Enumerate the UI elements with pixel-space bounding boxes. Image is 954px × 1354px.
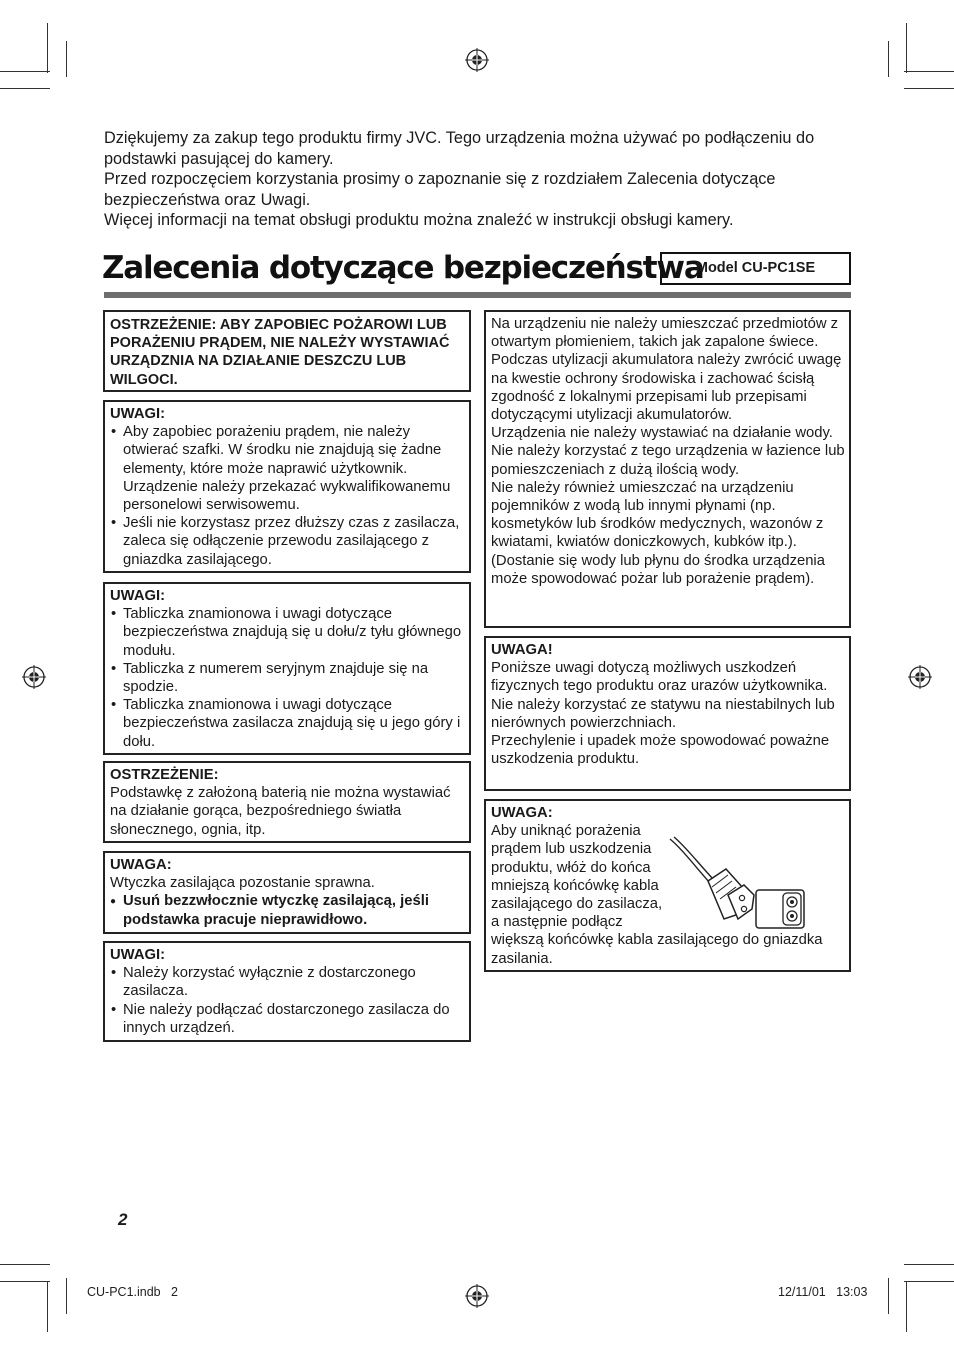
crop-mark	[888, 1278, 889, 1314]
box-title: UWAGA:	[491, 805, 553, 821]
box-text: Urządzenia nie należy wystawiać na działanie wody.	[491, 425, 833, 442]
box-text: Nie należy korzystać z tego urządzenia w łazience lub pomieszczeniach z dużą ilością wody.	[491, 443, 845, 478]
notes-list	[110, 605, 465, 751]
warning-box	[103, 310, 471, 392]
safety-box	[484, 310, 851, 628]
list-item: • Tabliczka znamionowa i uwagi dotyczące bezpieczeństwa znajdują się u dołu/z tyłu głównego modułu.	[110, 605, 465, 660]
crop-mark	[904, 71, 954, 72]
notes-list	[110, 423, 465, 569]
box-text: Na urządzeniu nie należy umieszczać przedmiotów z otwartym płomieniem, takich jak zapalone świece.	[491, 316, 839, 351]
registration-mark-icon	[465, 48, 489, 72]
crop-mark	[904, 88, 954, 89]
warning-box	[103, 761, 471, 843]
caution-box	[103, 851, 471, 934]
notes-list	[110, 892, 465, 928]
footer-file-info: CU-PC1.indb 2	[87, 1285, 179, 1299]
crop-mark	[0, 1281, 50, 1282]
box-title: UWAGI:	[110, 947, 166, 963]
registration-mark-icon	[22, 665, 46, 689]
notes-box	[103, 400, 471, 573]
box-text: Podstawkę z założoną baterią nie można wystawiać na działanie gorąca, bezpośredniego światła słonecznego, ognia, itp.	[110, 785, 451, 838]
registration-mark-icon	[465, 1284, 489, 1308]
crop-mark	[888, 41, 889, 77]
page-title: Zalecenia dotyczące bezpieczeństwa	[102, 250, 704, 286]
intro-paragraph: Dziękujemy za zakup tego produktu firmy JVC. Tego urządzenia można używać po podłączeniu do podstawki pasującej do kamery.	[104, 129, 815, 168]
page-number: 2	[118, 1210, 128, 1229]
warning-text: OSTRZEŻENIE: ABY ZAPOBIEC POŻAROWI LUB PORAŻENIU PRĄDEM, NIE NALEŻY WYSTAWIAĆ URZĄDZNIA NA DZIAŁANIE DESZCZU LUB WILGOCI.	[110, 317, 450, 388]
list-item: • Aby zapobiec porażeniu prądem, nie należy otwierać szafki. W środku nie znajdują się żadne elementy, które może naprawić użytkownik. Urządzenie należy przekazać wykwalifikowanemu personelowi serwisowemu.	[110, 423, 465, 514]
crop-mark	[906, 1282, 907, 1332]
model-badge: Model CU-PC1SE	[660, 252, 851, 285]
box-text: Poniższe uwagi dotyczą możliwych uszkodzeń fizycznych tego produktu oraz urazów użytkownika.	[491, 660, 828, 695]
crop-mark	[47, 23, 48, 73]
box-text: Aby uniknąć porażenia prądem lub uszkodzenia produktu, włóż do końca mniejszą końcówkę kabla zasilającego do zasilacza, a następnie podłącz	[491, 823, 663, 931]
registration-mark-icon	[908, 665, 932, 689]
intro-text	[104, 128, 854, 231]
box-text: Nie należy również umieszczać na urządzeniu pojemników z wodą lub innymi płynami (np. kosmetyków lub środków medycznych, wazonów z kwiatami, kwiatów doniczkowych, kubków itp.). (Dostanie się wody lub płynu do środka urządzenia może spowodować pożar lub porażenie prądem).	[491, 479, 825, 587]
box-text: większą końcówkę kabla zasilającego do gniazdka zasilania.	[491, 932, 823, 967]
box-title: UWAGI:	[110, 406, 166, 422]
box-text: Wtyczka zasilająca pozostanie sprawna.	[110, 875, 375, 892]
crop-mark	[0, 88, 50, 89]
intro-paragraph: Przed rozpoczęciem korzystania prosimy o zapoznanie się z rozdziałem Zalecenia dotyczące bezpieczeństwa oraz Uwagi.	[104, 170, 776, 209]
crop-mark	[47, 1282, 48, 1332]
box-title: UWAGA!	[491, 642, 553, 658]
list-item: • Tabliczka z numerem seryjnym znajduje się na spodzie.	[110, 660, 465, 696]
box-title: UWAGI:	[110, 588, 166, 604]
notes-list	[110, 964, 465, 1037]
heading-rule	[104, 292, 851, 298]
crop-mark	[66, 41, 67, 77]
crop-mark	[904, 1281, 954, 1282]
crop-mark	[0, 71, 50, 72]
list-item: • Należy korzystać wyłącznie z dostarczonego zasilacza.	[110, 964, 465, 1000]
notes-box	[103, 582, 471, 755]
box-title: UWAGA:	[110, 857, 172, 873]
list-item: • Tabliczka znamionowa i uwagi dotyczące bezpieczeństwa zasilacza znajdują się u jego góry i dołu.	[110, 696, 465, 751]
box-text: Przechylenie i upadek może spowodować poważne uszkodzenia produktu.	[491, 733, 830, 768]
crop-mark	[906, 23, 907, 73]
power-plug-illustration	[668, 835, 818, 930]
caution-box	[484, 636, 851, 791]
crop-mark	[0, 1264, 50, 1265]
caution-box	[484, 799, 851, 972]
list-item: • Jeśli nie korzystasz przez dłuższy czas z zasilacza, zaleca się odłączenie przewodu zasilającego z gniazdka zasilającego.	[110, 514, 465, 569]
box-text: Nie należy korzystać ze statywu na niestabilnych lub nierównych powierzchniach.	[491, 696, 835, 731]
crop-mark	[904, 1264, 954, 1265]
footer-timestamp: 12/11/01 13:03	[778, 1285, 868, 1299]
list-item: ● Usuń bezzwłocznie wtyczkę zasilającą, jeśli podstawka pracuje nieprawidłowo.	[110, 892, 465, 928]
box-text: Podczas utylizacji akumulatora należy zwrócić uwagę na kwestie ochrony środowiska i zachować ścisłą zgodność z lokalnymi przepisami lub przepisami dotyczącymi utylizacji akumulatorów.	[491, 352, 842, 424]
list-item: • Nie należy podłączać dostarczonego zasilacza do innych urządzeń.	[110, 1001, 465, 1037]
crop-mark	[66, 1278, 67, 1314]
intro-paragraph: Więcej informacji na temat obsługi produktu można znaleźć w instrukcji obsługi kamery.	[104, 211, 734, 229]
box-title: OSTRZEŻENIE:	[110, 767, 219, 783]
notes-box	[103, 941, 471, 1042]
